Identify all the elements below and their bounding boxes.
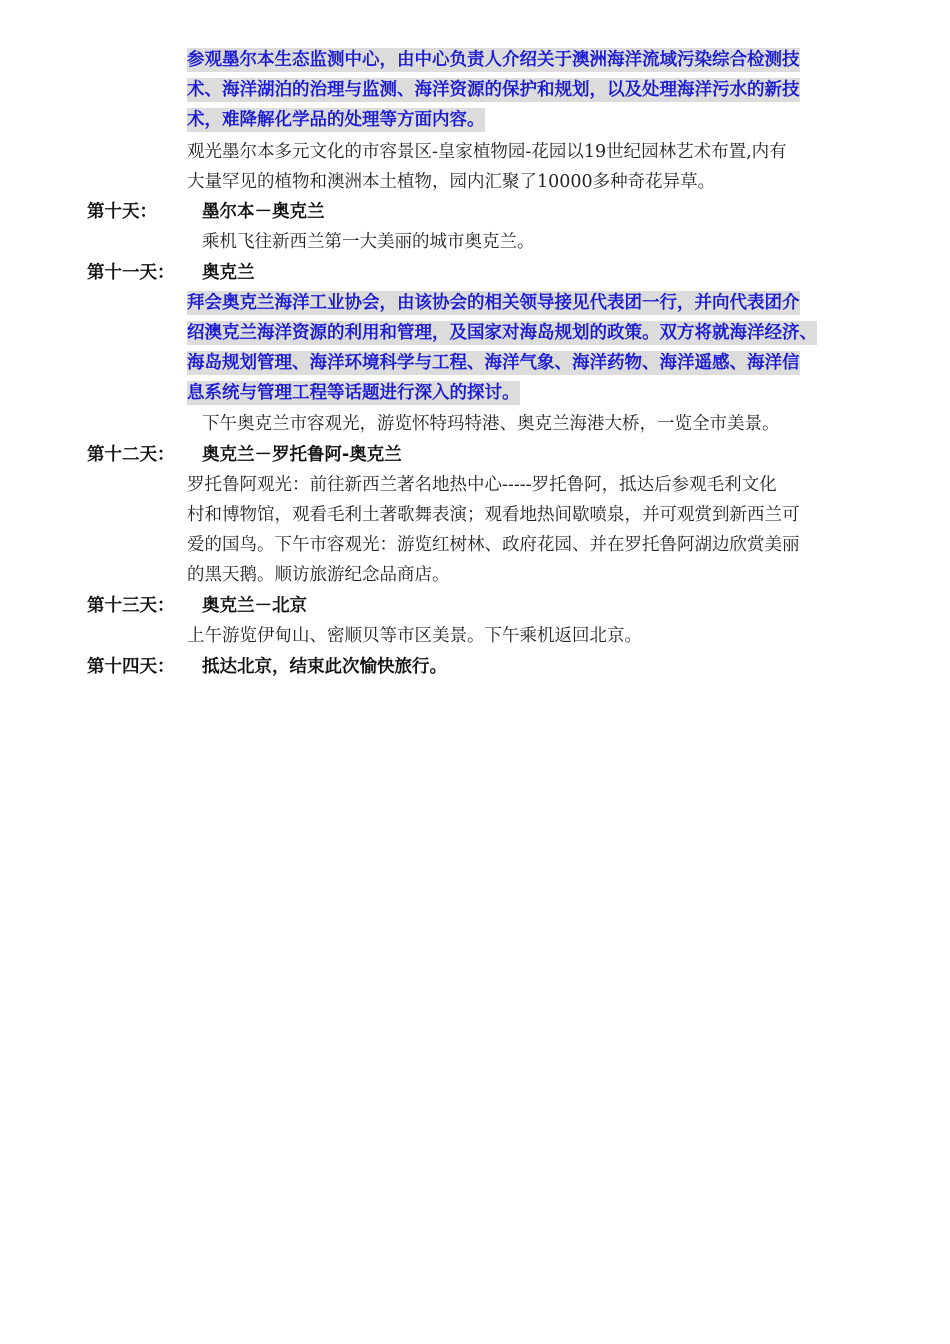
day-label: 第十四天： <box>87 657 175 677</box>
day-label: 第十天： <box>87 202 157 222</box>
paragraph-line: 爱的国鸟。下午市容观光：游览红树林、政府花园、并在罗托鲁阿湖边欣赏美丽 <box>187 535 800 555</box>
day-label: 第十三天： <box>87 596 175 616</box>
paragraph-line: 乘机飞往新西兰第一大美丽的城市奥克兰。 <box>202 232 535 252</box>
highlighted-text: 海岛规划管理、海洋环境科学与工程、海洋气象、海洋药物、海洋遥感、海洋信 <box>187 353 800 373</box>
highlighted-text: 术，难降解化学品的处理等方面内容。 <box>187 110 485 130</box>
highlighted-text: 绍澳克兰海洋资源的利用和管理，及国家对海岛规划的政策。双方将就海洋经济、 <box>187 323 817 343</box>
paragraph-line: 观光墨尔本多元文化的市容景区-皇家植物园-花园以19世纪园林艺术布置,内有 <box>187 142 787 162</box>
day-title: 奥克兰－北京 <box>202 596 307 616</box>
highlighted-text: 拜会奥克兰海洋工业协会，由该协会的相关领导接见代表团一行，并向代表团介 <box>187 293 800 313</box>
day-title: 奥克兰 <box>202 263 255 283</box>
day-title: 抵达北京，结束此次愉快旅行。 <box>202 657 447 677</box>
day-title: 墨尔本－奥克兰 <box>202 202 325 222</box>
paragraph-line: 村和博物馆，观看毛利土著歌舞表演；观看地热间歇喷泉，并可观赏到新西兰可 <box>187 505 800 525</box>
day-title: 奥克兰－罗托鲁阿-奥克兰 <box>202 445 402 465</box>
paragraph-line: 大量罕见的植物和澳洲本土植物，园内汇聚了10000多种奇花异草。 <box>187 172 716 192</box>
day-label: 第十二天： <box>87 445 175 465</box>
paragraph-line: 罗托鲁阿观光：前往新西兰著名地热中心-----罗托鲁阿，抵达后参观毛利文化 <box>187 475 777 495</box>
paragraph-line: 的黑天鹅。顺访旅游纪念品商店。 <box>187 565 450 585</box>
highlighted-text: 术、海洋湖泊的治理与监测、海洋资源的保护和规划，以及处理海洋污水的新技 <box>187 80 800 100</box>
day-label: 第十一天： <box>87 263 175 283</box>
paragraph-line: 上午游览伊甸山、密顺贝等市区美景。下午乘机返回北京。 <box>187 626 642 646</box>
highlighted-text: 息系统与管理工程等话题进行深入的探讨。 <box>187 383 520 403</box>
paragraph-line: 下午奥克兰市容观光，游览怀特玛特港、奥克兰海港大桥，一览全市美景。 <box>202 414 780 434</box>
highlighted-text: 参观墨尔本生态监测中心，由中心负责人介绍关于澳洲海洋流域污染综合检测技 <box>187 50 800 70</box>
